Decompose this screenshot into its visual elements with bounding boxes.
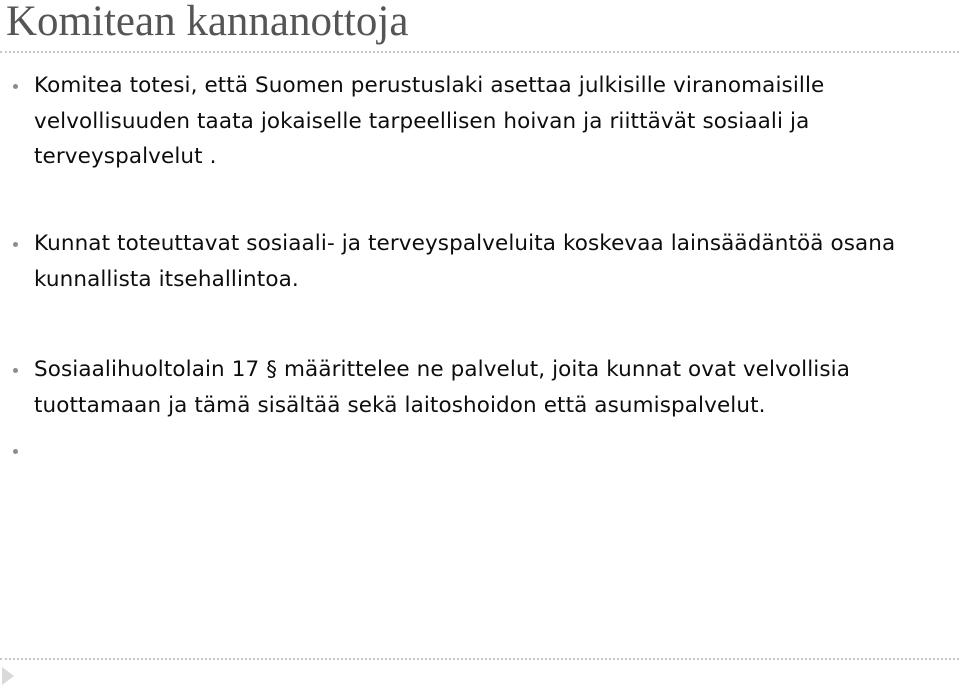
bullet-dot-icon xyxy=(13,242,18,247)
bullet-text: Kunnat toteuttavat sosiaali- ja terveyspalveluita koskevaa lainsäädäntöä osana kunnallista itsehallintoa. xyxy=(34,231,896,292)
bullet-dot-icon xyxy=(13,449,18,454)
bullet-dot-icon xyxy=(13,84,18,89)
play-arrow-icon xyxy=(2,667,14,685)
bullet-text: Sosiaalihuoltolain 17 § määrittelee ne palvelut, joita kunnat ovat velvollisia tuottamaan ja tämä sisältää sekä laitoshoidon että asumispalvelut. xyxy=(34,357,851,418)
footer-divider xyxy=(0,658,959,660)
title-divider xyxy=(0,51,959,53)
bullet-dot-icon xyxy=(13,368,18,373)
bullet-text: Komitea totesi, että Suomen perustuslaki asettaa julkisille viranomaisille velvollisuuden taata jokaiselle tarpeellisen hoivan ja riittävät sosiaali ja terveyspalvelut . xyxy=(34,73,825,169)
slide-title: Komitean kannanottoja xyxy=(6,0,409,45)
